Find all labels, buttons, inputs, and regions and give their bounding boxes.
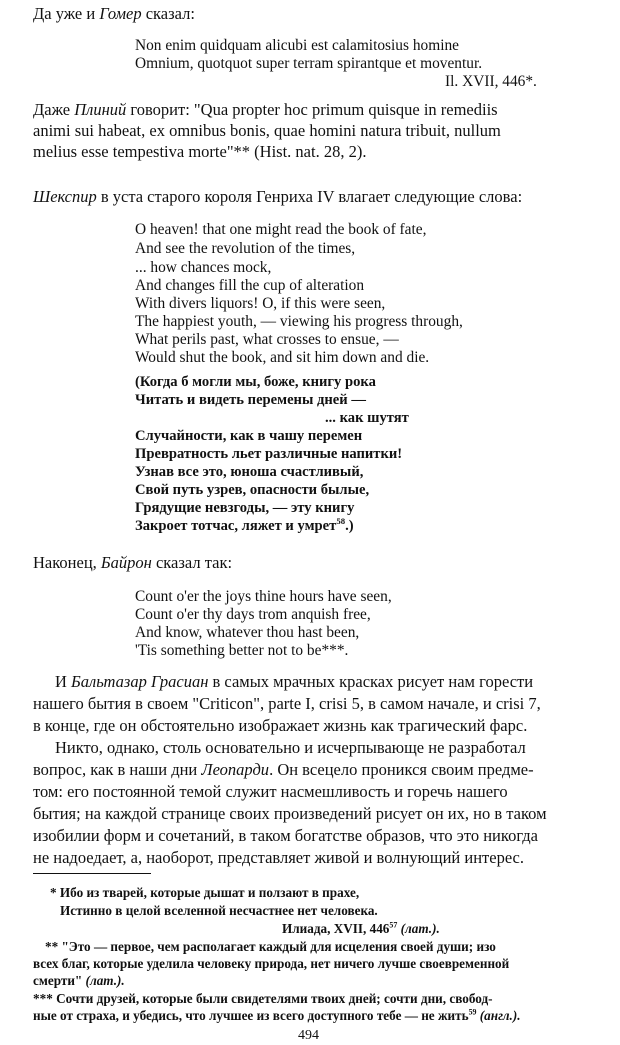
intro-byron: Наконец, Байрон сказал так:	[33, 553, 233, 572]
translation-line: Грядущие невзгоды, — эту книгу	[135, 500, 355, 516]
gracian-paragraph-line: нашего бытия в своем "Criticon", parte I, crisi 5, в самом начале, и crisi 7,	[33, 694, 541, 713]
page-number: 494	[298, 1028, 319, 1043]
verse-line: 'Tis something better not to be***.	[135, 642, 349, 659]
author-name: Байрон	[100, 553, 152, 572]
verse-line: And know, whatever thou hast been,	[135, 624, 360, 641]
verse-line: What perils past, what crosses to ensue, —	[135, 331, 399, 348]
footnote-marker: 57	[389, 920, 398, 930]
verse-line: The happiest youth, — viewing his progress through,	[135, 313, 463, 330]
homer-quote-line: Omnium, quotquot super terram spirantque et moventur.	[135, 55, 483, 72]
verse-line: Would shut the book, and sit him down and die.	[135, 349, 430, 366]
leopardi-paragraph-line: том: его постоянной темой служит насмешливость и горечь нашего	[33, 782, 508, 801]
verse-line: Count o'er thy days trom anquish free,	[135, 606, 371, 623]
pliny-paragraph-line: animi sui habeat, ex omnibus bonis, quae homini natura tribuit, nullum	[33, 121, 501, 140]
intro-homer: Да уже и Гомер сказал:	[33, 4, 195, 23]
intro-shakespeare: Шекспир в уста старого короля Генриха IV влагает следующие слова:	[33, 187, 523, 206]
leopardi-paragraph-line: изобилии форм и сочетаний, в таком богатстве образов, что это никогда	[33, 826, 538, 845]
translation-line: ... как шутят	[325, 410, 409, 426]
translation-line: Закроет тотчас, ляжет и умрет$^{58}$.)	[135, 516, 354, 534]
footnote-line: Истинно в целой вселенной несчастнее нет человека.	[60, 903, 378, 918]
translation-line: Превратность льет различные напитки!	[135, 446, 403, 462]
footnote-marker: 58	[336, 516, 346, 527]
translation-line: Читать и видеть перемены дней —	[135, 392, 366, 408]
footnote-line: * Ибо из тварей, которые дышат и ползают в прахе,	[50, 885, 360, 900]
author-name: Шекспир	[33, 187, 97, 206]
translation-line: Случайности, как в чашу перемен	[135, 428, 363, 444]
homer-quote-reference: Il. XVII, 446*.	[445, 73, 537, 90]
pliny-paragraph-line: melius esse tempestiva morte"** (Hist. nat. 28, 2).	[33, 142, 367, 161]
author-name: Бальтазар Грасиан	[71, 672, 209, 691]
leopardi-paragraph-line: бытия; на каждой странице своих произведений рисует он их, но в таком	[33, 804, 547, 823]
translation-line: Свой путь узрев, опасности былые,	[135, 482, 370, 498]
footnote-marker: 59	[468, 1007, 477, 1017]
verse-line: ... how chances mock,	[135, 259, 272, 276]
verse-line: And see the revolution of the times,	[135, 240, 356, 257]
verse-line: With divers liquors! O, if this were seen,	[135, 295, 386, 312]
author-name: Леопарди	[201, 760, 270, 779]
footnote-line: всех благ, которые уделила человеку природа, нет ничего лучше своевременной	[33, 956, 510, 971]
author-name: Плиний	[74, 100, 127, 119]
pliny-paragraph-line: Даже Плиний говорит: "Qua propter hoc primum quisque in remediis	[33, 100, 498, 119]
author-name: Гомер	[99, 4, 142, 23]
footnote-line: смерти" (лат.).	[33, 973, 125, 988]
footnote-line: ные от страха, и убедись, что лучшее из всего доступного тебе — не жить$^{59}$ (англ.).	[33, 1007, 521, 1023]
leopardi-paragraph-line: вопрос, как в наши дни Леопарди. Он всецело проникся своим предме-	[33, 760, 534, 779]
verse-line: And changes fill the cup of alteration	[135, 277, 365, 294]
homer-quote-line: Non enim quidquam alicubi est calamitosius homine	[135, 37, 459, 54]
verse-line: Count o'er the joys thine hours have seen,	[135, 588, 392, 605]
footnote-line: *** Сочти друзей, которые были свидетелями твоих дней; сочти дни, свобод-	[33, 991, 493, 1006]
translation-line: (Когда б могли мы, боже, книгу рока	[135, 374, 376, 390]
leopardi-paragraph-line: Никто, однако, столь основательно и исчерпывающе не разработал	[55, 738, 526, 757]
leopardi-paragraph-line: не надоедает, а, наоборот, представляет живой и волнующий интерес.	[33, 848, 525, 867]
footnote-divider	[33, 873, 151, 874]
footnote-line: ** "Это — первое, чем располагает каждый для исцеления своей души; изо	[45, 939, 496, 954]
gracian-paragraph-line: И Бальтазар Грасиан в самых мрачных красках рисует нам горести	[55, 672, 534, 691]
gracian-paragraph-line: в конце, где он обстоятельно изображает жизнь как трагический фарс.	[33, 716, 528, 735]
footnote-line: Илиада, XVII, $446^{57}$ (лат.).	[282, 920, 440, 936]
translation-line: Узнав все это, юноша счастливый,	[135, 464, 364, 480]
verse-line: O heaven! that one might read the book of fate,	[135, 221, 427, 238]
